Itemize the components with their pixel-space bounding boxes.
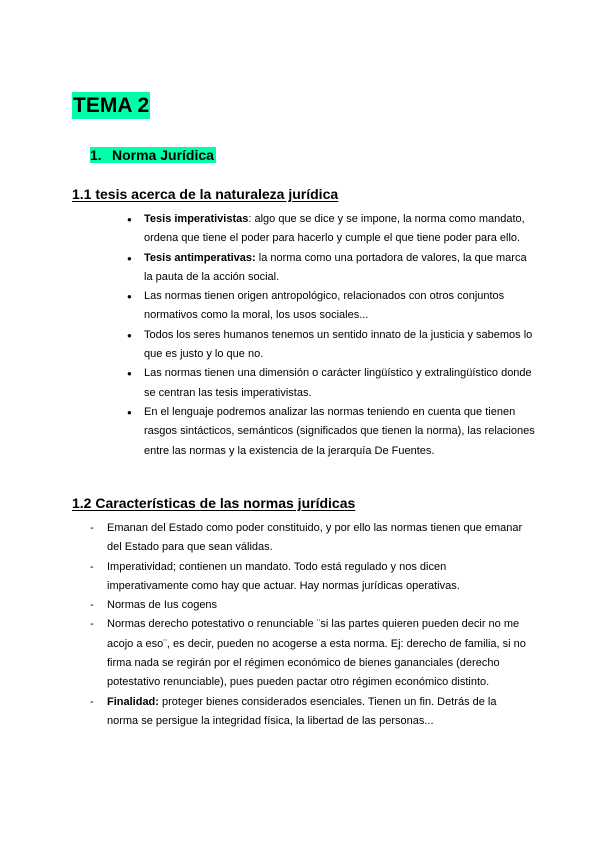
list-item [127,210,537,249]
list-item-text: Todos los seres humanos tenemos un sentido innato de la justicia y sabemos lo que es justo y lo que no. [144,328,533,361]
subsection-heading-1-1: 1.1 tesis acerca de la naturaleza jurídica [72,186,339,202]
list-item-text: : algo que se dice y se impone, la norma como mandato, ordena que tiene el poder para hacerlo y cumple el que tiene poder para ello. [144,213,525,245]
list-item [90,596,530,615]
list-item-bold: Tesis imperativistas [144,213,249,225]
list-item-text: Las normas tienen una dimensión o carácter lingüístico y extralingüístico donde se centran las tesis imperativistas. [144,367,532,399]
list-item-text: la norma como una portadora de valores, la que marca la pauta de la acción social. [144,251,527,283]
section-number: 1. [90,147,102,163]
list-item [127,403,537,461]
list-item-bold: Tesis antimperativas: [144,251,256,264]
section-heading-1 [90,146,216,164]
list-item [127,326,537,365]
list-item-bold: Finalidad: [107,695,159,708]
list-item-text: proteger bienes considerados esenciales. Tienen un fin. Detrás de la norma se persigue la integridad física, la libertad de las personas... [107,695,497,727]
section-heading-highlight [90,147,216,163]
list-item [90,558,530,597]
list-item-text: Las normas tienen origen antropológico, relacionados con otros conjuntos normativos como la moral, los usos sociales... [144,290,505,322]
dash-list-caracteristicas [90,519,530,731]
list-item-text: Emanan del Estado como poder constituido, y por ello las normas tienen que emanar del Estado para que sean válidas. [107,522,523,554]
subsection-heading-1-2: 1.2 Características de las normas jurídicas [72,495,356,511]
list-item [127,287,537,326]
list-item-text: Imperatividad; contienen un mandato. Todo está regulado y nos dicen imperativamente como hay que actuar. Hay normas jurídicas operativas. [107,560,460,592]
section-label: Norma Jurídica [112,147,214,163]
list-item [127,364,537,403]
bullet-list-tesis [127,210,537,461]
list-item-text: Normas derecho potestativo o renunciable ¨si las partes quieren pueden decir no me acojo a eso¨, es decir, pueden no acogerse a esta norma. Ej: derecho de familia, si no firma nada se regirán por el régimen económico de bienes gananciales (derecho potestativo renunciable), pues pueden pactar otro régimen económico distinto. [107,618,526,689]
list-item-text: En el lenguaje podremos analizar las normas teniendo en cuenta que tienen rasgos sintácticos, semánticos (significados que tienen la norma), las relaciones entre las normas y la existencia de la jerarquía De Fuentes. [144,405,535,457]
list-item [90,693,530,732]
list-item-text: Normas de Ius cogens [107,599,218,612]
list-item [90,615,530,692]
list-item [90,519,530,558]
page-title: TEMA 2 [73,94,150,117]
list-item [127,249,537,288]
